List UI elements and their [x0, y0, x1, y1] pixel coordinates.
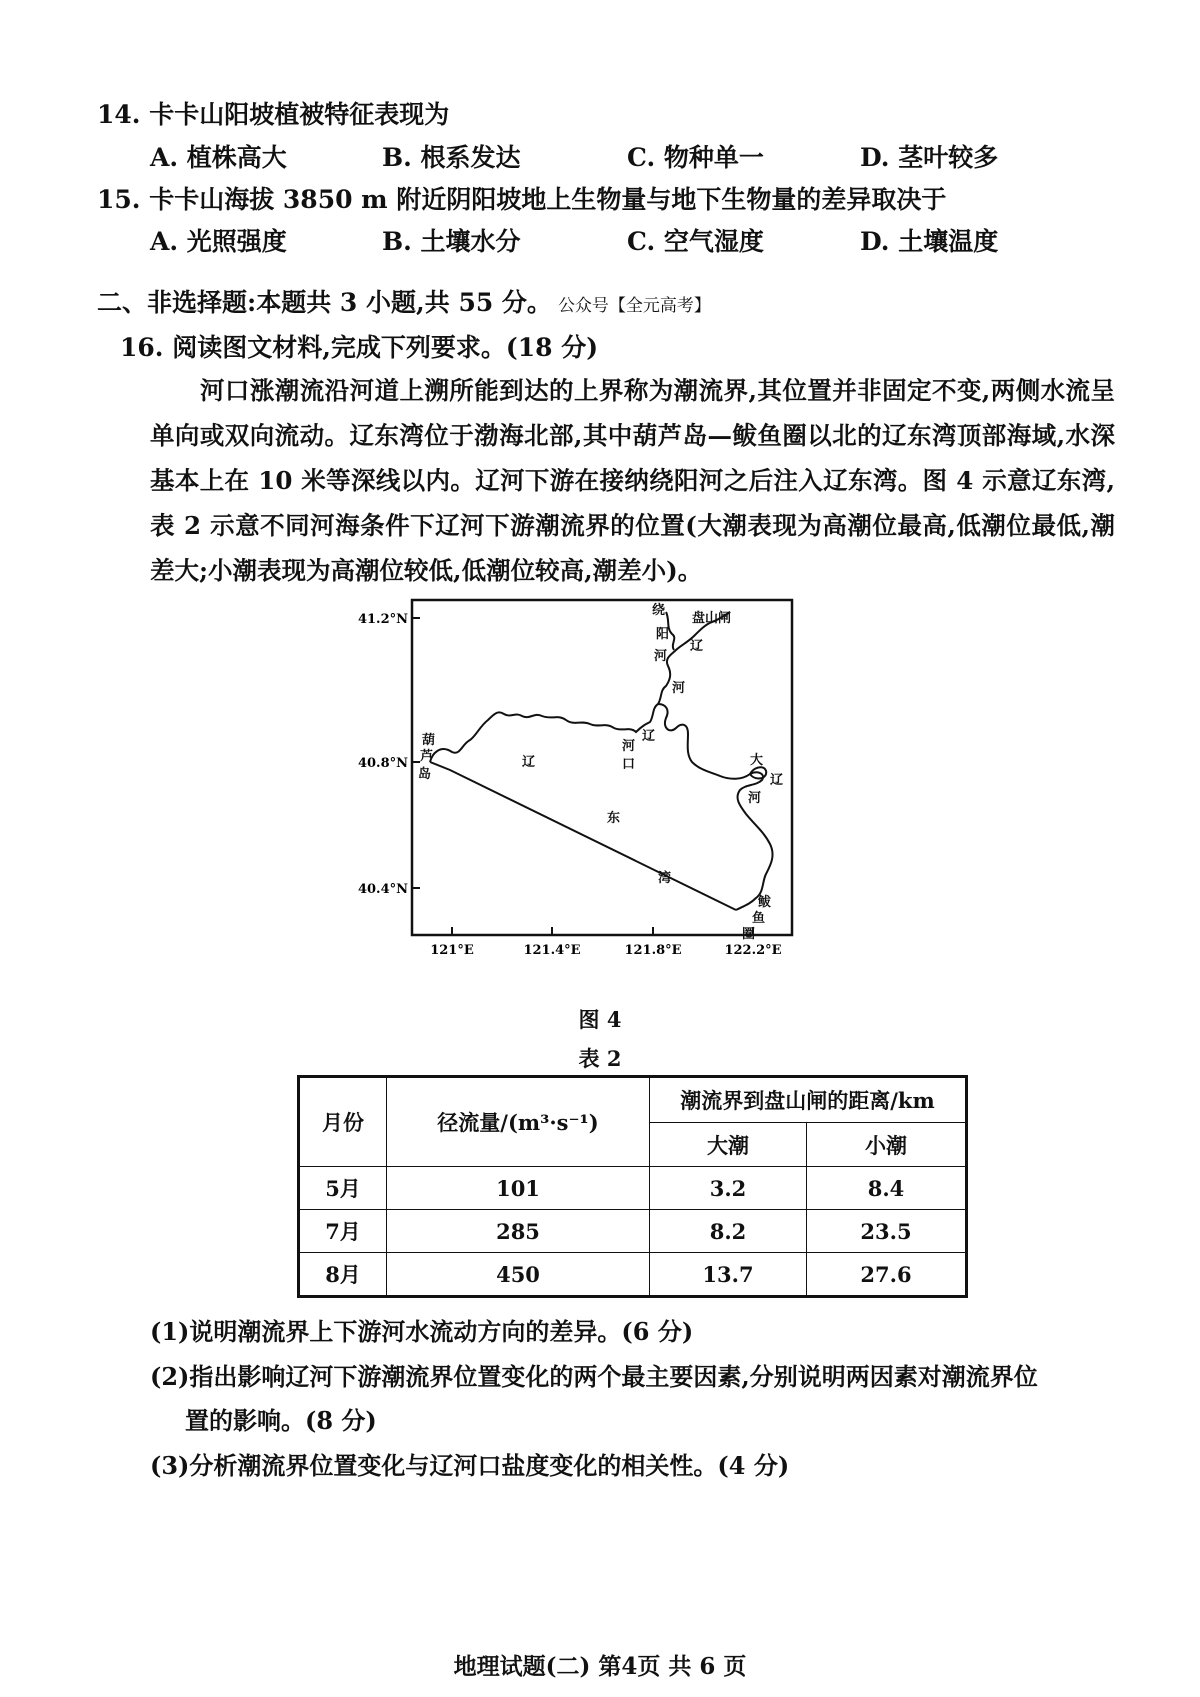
- cell-month: 5月: [299, 1167, 387, 1210]
- label-raoyang-2: 阳: [656, 627, 670, 642]
- cell-month: 7月: [299, 1210, 387, 1253]
- cell-runoff: 285: [387, 1210, 650, 1253]
- q15-option-c: C. 空气湿度: [627, 227, 764, 256]
- label-raoyang-3: 河: [654, 649, 668, 664]
- table-2-caption: 表 2: [578, 1046, 622, 1071]
- table-row: [299, 1210, 967, 1253]
- liaodong-bay-map: [357, 594, 870, 994]
- table-row: [299, 1167, 967, 1210]
- lon-label-121-8: 121.8°E: [624, 943, 682, 958]
- label-daliao-1: 大: [750, 753, 764, 768]
- label-river-he: 河: [672, 681, 686, 696]
- cell-spring: 13.7: [650, 1253, 807, 1297]
- subquestion-3: (3)分析潮流界位置变化与辽河口盐度变化的相关性。(4 分): [150, 1451, 790, 1480]
- lat-label-41-2: 41.2°N: [357, 612, 408, 627]
- cell-month: 8月: [299, 1253, 387, 1297]
- question-14-stem: 14. 卡卡山阳坡植被特征表现为: [97, 100, 450, 129]
- header-neap-tide: 小潮: [806, 1123, 966, 1167]
- cell-runoff: 101: [387, 1167, 650, 1210]
- subquestion-1: (1)说明潮流界上下游河水流动方向的差异。(6 分): [150, 1317, 694, 1346]
- huludao-bayuquan-line: [430, 762, 736, 910]
- cell-neap: 23.5: [806, 1210, 966, 1253]
- label-hekou-2: 口: [622, 757, 636, 772]
- page-footer: 地理试题(二) 第4页 共 6 页: [453, 1653, 747, 1680]
- question-15-stem: 15. 卡卡山海拔 3850 m 附近阴阳坡地上生物量与地下生物量的差异取决于: [97, 185, 947, 214]
- lon-label-121-4: 121.4°E: [523, 943, 581, 958]
- lat-label-40-4: 40.4°N: [357, 882, 408, 897]
- question-16-material: 河口涨潮流沿河道上溯所能到达的上界称为潮流界,其位置并非固定不变,两侧水流呈单向或双向流动。辽东湾位于渤海北部,其中葫芦岛—鲅鱼圈以北的辽东湾顶部海域,水深基本上在 10 米等深线以内。辽河下游在接纳绕阳河之后注入辽东湾。图 4 示意辽东湾,表 2 示意不同河海条件下辽河下游潮流界的位置(大潮表现为高潮位最高,低潮位最低,潮差大;小潮表现为高潮位较低,低潮位较高,潮差小)。: [150, 376, 1115, 585]
- subquestion-2-line-2: 置的影响。(8 分): [185, 1406, 377, 1435]
- cell-neap: 27.6: [806, 1253, 966, 1297]
- label-raoyang-1: 绕: [652, 603, 666, 618]
- subquestion-2-line-1: (2)指出影响辽河下游潮流界位置变化的两个最主要因素,分别说明两因素对潮流界位: [150, 1362, 1038, 1391]
- q15-option-a: A. 光照强度: [150, 227, 287, 256]
- watermark-text: 公众号【全元高考】: [557, 296, 711, 316]
- label-huludao-1: 葫: [422, 733, 436, 748]
- label-bay-2: 东: [607, 811, 621, 826]
- header-distance: 潮流界到盘山闸的距离/km: [650, 1077, 967, 1123]
- q14-option-a: A. 植株高大: [150, 143, 287, 172]
- q14-option-d: D. 茎叶较多: [860, 143, 999, 172]
- label-bay-3: 湾: [658, 871, 672, 886]
- cell-spring: 8.2: [650, 1210, 807, 1253]
- lon-label-121: 121°E: [430, 943, 474, 958]
- lat-label-40-8: 40.8°N: [357, 756, 408, 771]
- cell-runoff: 450: [387, 1253, 650, 1297]
- section-2-title-text: 二、非选择题:本题共 3 小题,共 55 分。: [97, 288, 552, 317]
- table-2: [297, 1075, 968, 1298]
- figure-4-caption: 图 4: [578, 1007, 622, 1032]
- label-bay-1: 辽: [522, 755, 536, 770]
- label-bayuquan-2: 鱼: [752, 911, 766, 926]
- q14-option-b: B. 根系发达: [382, 143, 521, 172]
- label-hekou-1: 河: [622, 739, 636, 754]
- header-runoff: 径流量/(m³·s⁻¹): [387, 1077, 650, 1167]
- q15-option-d: D. 土壤温度: [860, 227, 999, 256]
- header-spring-tide: 大潮: [650, 1123, 807, 1167]
- map-frame: [412, 600, 792, 935]
- label-huludao-2: 芦: [420, 749, 434, 764]
- label-bayuquan-3: 圈: [742, 927, 756, 942]
- label-liao-mouth: 辽: [642, 729, 656, 744]
- east-coast: [658, 704, 773, 910]
- header-month: 月份: [299, 1077, 387, 1167]
- table-row: [299, 1253, 967, 1297]
- lon-label-122-2: 122.2°E: [724, 943, 782, 958]
- q15-option-b: B. 土壤水分: [382, 227, 521, 256]
- cell-spring: 3.2: [650, 1167, 807, 1210]
- label-bayuquan-1: 鲅: [758, 895, 772, 910]
- label-daliao-2: 辽: [770, 773, 784, 788]
- question-16-stem: 16. 阅读图文材料,完成下列要求。(18 分): [120, 333, 599, 362]
- label-daliao-3: 河: [748, 791, 762, 806]
- figure-4-map: [357, 594, 870, 994]
- q14-option-c: C. 物种单一: [627, 143, 764, 172]
- label-panshan: 盘山闸: [692, 611, 732, 626]
- label-huludao-3: 岛: [418, 767, 432, 782]
- section-2-title: [97, 283, 711, 319]
- label-liao-upper: 辽: [690, 639, 704, 654]
- cell-neap: 8.4: [806, 1167, 966, 1210]
